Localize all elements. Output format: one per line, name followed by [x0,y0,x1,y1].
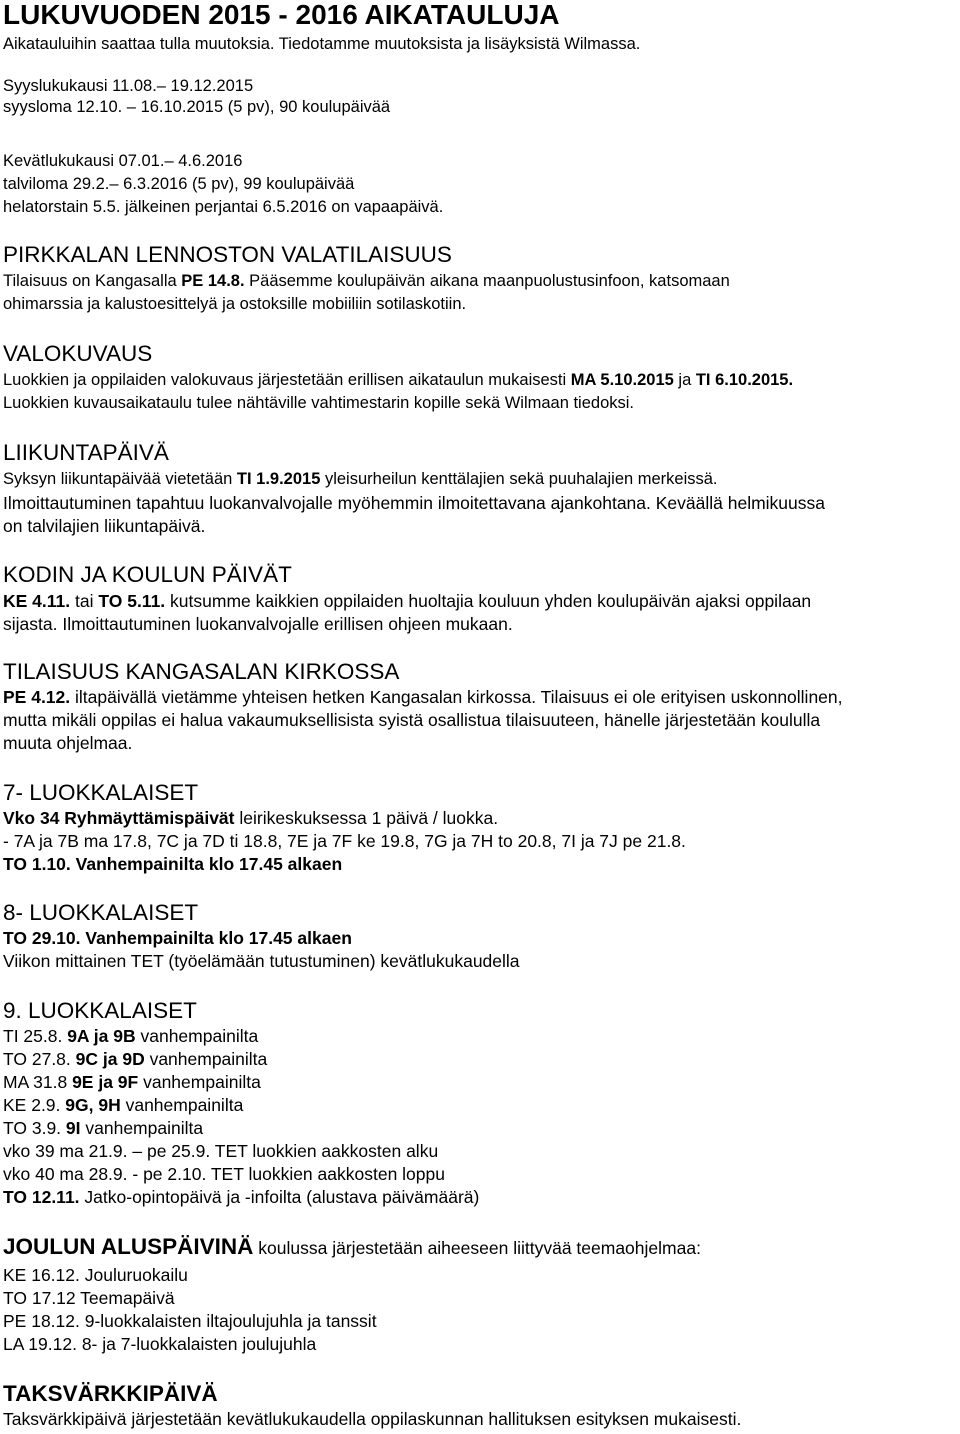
section-heading [3,1380,218,1408]
text-line [3,853,342,875]
text-line [3,1094,243,1116]
text-line [3,686,843,708]
text-line [3,270,730,292]
section-heading [3,658,399,686]
text-run: TO 27.8. [3,1049,76,1069]
text-run: vanhempainilta [120,1095,244,1115]
text-run: 9. LUOKKALAISET [3,998,197,1023]
text-run: vko 39 ma 21.9. – pe 25.9. TET luokkien aakkosten alku [3,1141,439,1161]
text-run: ja [673,371,696,389]
text-line [3,196,443,218]
text-line [3,830,686,852]
text-run: Syksyn liikuntapäivää vietetään [3,470,237,488]
text-run: PIRKKALAN LENNOSTON VALATILAISUUS [3,242,452,267]
text-run: - 7A ja 7B ma 17.8, 7C ja 7D ti 18.8, 7E ja 7F ke 19.8, 7G ja 7H to 20.8, 7I ja 7J pe 21.8. [3,831,686,851]
section-heading [3,997,197,1025]
text-run: Ilmoittautuminen tapahtuu luokanvalvojalle myöhemmin ilmoitettavana ajankohtana. Keväällä helmikuussa [3,493,825,513]
bold-text: PE 14.8. [181,272,245,290]
text-line [3,293,466,315]
text-line [3,807,498,829]
text-run: vanhempainilta [138,1072,261,1092]
text-line [3,732,132,754]
text-run: mutta mikäli oppilas ei halua vakaumuksellisista syistä osallistua tilaisuuteen, hänelle järjestetään koululla [3,710,821,730]
text-run: TAKSVÄRKKIPÄIVÄ [3,1381,218,1406]
text-run: TO 3.9. [3,1118,66,1138]
text-line [3,1333,316,1355]
text-run: Syyslukukausi 11.08.– 19.12.2015 [3,77,254,95]
text-run: LUKUVUODEN 2015 - 2016 AIKATAULUJA [3,0,560,30]
text-run: Tilaisuus on Kangasalla [3,272,182,290]
section-heading [3,779,198,807]
text-line [3,515,205,537]
section-heading [3,561,292,589]
text-run: Jatko-opintopäivä ja -infoilta (alustava päivämäärä) [79,1187,480,1207]
text-line [3,468,718,490]
text-run: MA 31.8 [3,1072,73,1092]
bold-text: 9E ja 9F [72,1072,139,1092]
text-line [3,150,242,172]
text-run: leirikeskuksessa 1 päivä / luokka. [234,808,499,828]
text-run: KE 16.12. Jouluruokailu [3,1265,188,1285]
section-heading [3,241,452,269]
text-line [3,1186,479,1208]
bold-text: 9C ja 9D [75,1049,145,1069]
text-line [3,1163,445,1185]
bold-text: PE 4.12. [3,687,71,707]
text-line [3,590,811,612]
bold-text: 9A ja 9B [67,1026,136,1046]
text-line [3,927,352,949]
text-run: LIIKUNTAPÄIVÄ [3,440,169,465]
bold-text: TO 1.10. Vanhempainilta klo 17.45 alkaen [3,854,343,874]
text-run: koulussa järjestetään aiheeseen liittyvää teemaohjelmaa: [253,1238,701,1258]
text-run: sijasta. Ilmoittautuminen luokanvalvojalle erillisen ohjeen mukaan. [3,614,513,634]
text-line [3,1310,377,1332]
bold-text: JOULUN ALUSPÄIVINÄ [3,1234,254,1259]
text-run: LA 19.12. 8- ja 7-luokkalaisten joulujuhla [3,1334,317,1354]
section-heading [3,899,198,927]
text-run: Kevätlukukausi 07.01.– 4.6.2016 [3,152,243,170]
text-line [3,1048,267,1070]
text-run: PE 18.12. 9-luokkalaisten iltajoulujuhla ja tanssit [3,1311,377,1331]
bold-text: TO 12.11. [3,1187,80,1207]
text-run: TILAISUUS KANGASALAN KIRKOSSA [3,659,400,684]
text-run: iltapäivällä vietämme yhteisen hetken Kangasalan kirkossa. Tilaisuus ei ole erityisen uskonnollinen, [70,687,843,707]
text-line [3,369,793,391]
text-line [3,613,513,635]
text-run: vanhempainilta [80,1118,204,1138]
text-run: vanhempainilta [135,1026,259,1046]
text-run: Luokkien kuvausaikataulu tulee nähtäville vahtimestarin kopille sekä Wilmaan tiedoksi. [3,394,635,412]
text-line [3,33,640,55]
text-line [3,1287,175,1309]
bold-text: TI 1.9.2015 [236,470,321,488]
text-run: VALOKUVAUS [3,341,153,366]
text-line [3,492,825,514]
text-run: vanhempainilta [144,1049,268,1069]
text-run: tai [70,591,99,611]
bold-text: TO 5.11. [98,591,166,611]
text-run: yleisurheilun kenttälajien sekä puuhalajien merkeissä. [320,470,718,488]
text-run: kutsumme kaikkien oppilaiden huoltajia kouluun yhden koulupäivän ajaksi oppilaan [165,591,812,611]
text-line [3,1140,438,1162]
text-run: Taksvärkkipäivä järjestetään kevätlukukaudella oppilaskunnan hallituksen esityksen mukaisesti. [3,1409,742,1429]
text-run: TO 17.12 Teemapäivä [3,1288,175,1308]
text-run: talviloma 29.2.– 6.3.2016 (5 pv), 99 koulupäivää [3,175,355,193]
text-line [3,950,520,972]
text-line [3,1236,701,1259]
text-line [3,1264,188,1286]
text-run: muuta ohjelmaa. [3,733,133,753]
bold-text: MA 5.10.2015 [570,371,674,389]
text-run: helatorstain 5.5. jälkeinen perjantai 6.5.2016 on vapaapäivä. [3,198,444,216]
text-line [3,173,354,195]
text-run: syysloma 12.10. – 16.10.2015 (5 pv), 90 koulupäivää [3,98,391,116]
text-line [3,1408,741,1430]
bold-text: TI 6.10.2015. [695,371,794,389]
text-line [3,75,253,97]
text-run: vko 40 ma 28.9. - pe 2.10. TET luokkien aakkosten loppu [3,1164,445,1184]
bold-text: Vko 34 Ryhmäyttämispäivät [3,808,235,828]
text-line [3,709,820,731]
text-run: on talvilajien liikuntapäivä. [3,516,206,536]
bold-text: 9G, 9H [65,1095,121,1115]
text-line [3,1025,258,1047]
text-run: KE 2.9. [3,1095,66,1115]
text-run: 7- LUOKKALAISET [3,780,199,805]
section-heading [3,0,560,30]
text-run: Luokkien ja oppilaiden valokuvaus järjestetään erillisen aikataulun mukaisesti [3,371,571,389]
text-line [3,1071,261,1093]
text-run: 8- LUOKKALAISET [3,900,199,925]
text-run: Aikatauluihin saattaa tulla muutoksia. Tiedotamme muutoksista ja lisäyksistä Wilmassa. [3,35,641,53]
text-run: Pääsemme koulupäivän aikana maanpuolustusinfoon, katsomaan [244,272,730,290]
section-heading [3,439,169,467]
text-run: KODIN JA KOULUN PÄIVÄT [3,562,292,587]
bold-text: KE 4.11. [3,591,71,611]
section-heading [3,340,152,368]
text-run: ohimarssia ja kalustoesittelyä ja ostoksille mobiiliin sotilaskotiin. [3,295,467,313]
text-run: Viikon mittainen TET (työelämään tutustuminen) kevätlukukaudella [3,951,520,971]
text-line [3,96,390,118]
bold-text: TO 29.10. Vanhempainilta klo 17.45 alkaen [3,928,352,948]
bold-text: 9I [65,1118,81,1138]
text-line [3,1117,203,1139]
text-line [3,392,634,414]
text-run: TI 25.8. [3,1026,68,1046]
